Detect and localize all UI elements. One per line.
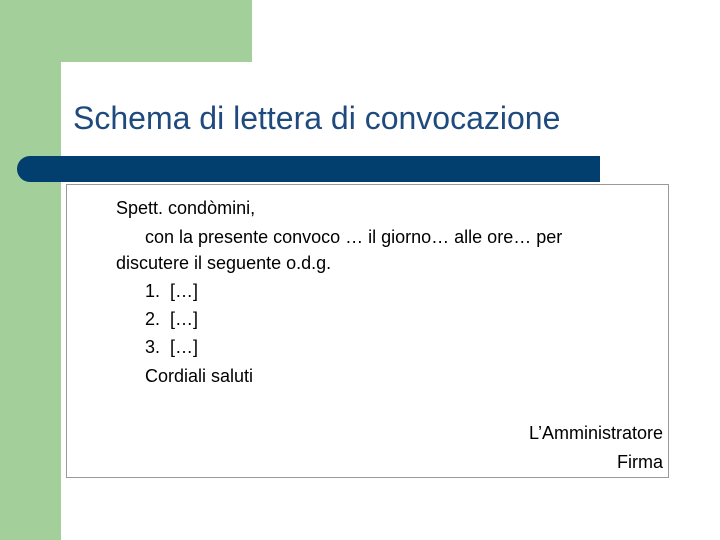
background-green-left (0, 0, 61, 540)
letter-body-line-2: discutere il seguente o.d.g. (116, 253, 332, 273)
letter-signature: Firma (617, 452, 663, 472)
letter-sender: L’Amministratore (528, 423, 663, 443)
letter-closing: Cordiali saluti (145, 366, 254, 386)
title-underline-bar (17, 156, 600, 182)
agenda-item-text: […] (170, 281, 199, 301)
agenda-item-number: 3. (145, 337, 161, 357)
agenda-item-number: 2. (145, 309, 161, 329)
agenda-item-text: […] (170, 337, 199, 357)
letter-box (66, 184, 669, 478)
agenda-item-number: 1. (145, 281, 161, 301)
letter-body-line-1: con la presente convoco … il giorno… alle ore… per (145, 227, 563, 247)
agenda-item (145, 336, 198, 358)
agenda-item (145, 280, 198, 302)
letter-salutation: Spett. condòmini, (116, 198, 256, 218)
slide-title: Schema di lettera di convocazione (73, 100, 561, 136)
agenda-item (145, 308, 198, 330)
agenda-item-text: […] (170, 309, 199, 329)
